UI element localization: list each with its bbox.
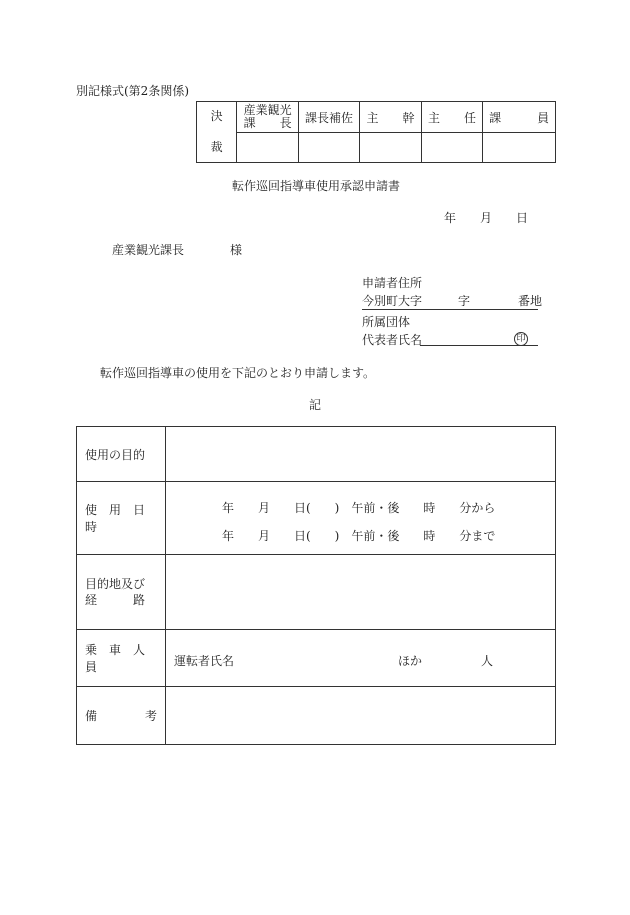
driver-label: 運転者氏名: [174, 654, 235, 668]
destination-label-1: 目的地及び: [85, 577, 146, 591]
nin-label: 人: [481, 654, 494, 668]
application-form-table: [76, 426, 556, 745]
approval-stamp-4[interactable]: [421, 133, 483, 163]
destination-label-2: 経 路: [85, 593, 146, 607]
form-header: 別記様式(第2条関係): [76, 84, 189, 98]
division-chief-line1: 産業観光: [243, 103, 292, 117]
destination-label: [77, 555, 166, 630]
applicant-address-label: 申請者住所: [362, 276, 423, 290]
kessai-top: 決: [210, 109, 223, 123]
seal-circle: 印: [514, 332, 528, 346]
approval-stamp-1[interactable]: [237, 133, 299, 163]
datetime-from: 年 月 日( ) 午前・後 時 分から: [222, 501, 496, 515]
purpose-field[interactable]: [166, 427, 556, 482]
request-text: 転作巡回指導車の使用を下記のとおり申請します。: [100, 366, 376, 380]
kessai-cell: [197, 102, 237, 163]
approval-col-deputy: 課長補佐: [298, 102, 359, 133]
destination-field[interactable]: [166, 555, 556, 630]
datetime-to: 年 月 日( ) 午前・後 時 分まで: [222, 529, 496, 543]
approval-col-staff: 課 員: [483, 102, 556, 133]
approval-col-chief: 主 幹: [360, 102, 422, 133]
approval-table: [196, 101, 556, 163]
datetime-label: 使 用 日 時: [77, 482, 166, 555]
kessai-bottom: 裁: [210, 140, 223, 154]
date-line: 年 月 日: [444, 211, 529, 225]
document-title: 転作巡回指導車使用承認申請書: [232, 179, 401, 193]
purpose-label: 使用の目的: [77, 427, 166, 482]
approval-col-division-chief: [237, 102, 299, 133]
applicant-org-label: 所属団体: [362, 315, 411, 329]
honorific: 様: [230, 243, 243, 257]
approval-stamp-3[interactable]: [360, 133, 422, 163]
approval-stamp-5[interactable]: [483, 133, 556, 163]
seal-mark: [514, 331, 528, 346]
approval-col-supervisor: 主 任: [421, 102, 483, 133]
ki-heading: 記: [309, 398, 322, 412]
riders-field[interactable]: [166, 630, 556, 687]
approval-stamp-2[interactable]: [298, 133, 359, 163]
applicant-rep-label: 代表者氏名: [362, 333, 423, 347]
datetime-field[interactable]: [166, 482, 556, 555]
riders-label: 乗 車 人 員: [77, 630, 166, 687]
remarks-field[interactable]: [166, 687, 556, 745]
applicant-address-field[interactable]: 今別町大字 字 番地: [362, 294, 543, 308]
division-chief-line2: 課 長: [243, 116, 292, 130]
addressee: 産業観光課長: [112, 243, 185, 257]
remarks-label: 備 考: [77, 687, 166, 745]
hoka-label: ほか: [398, 654, 423, 668]
